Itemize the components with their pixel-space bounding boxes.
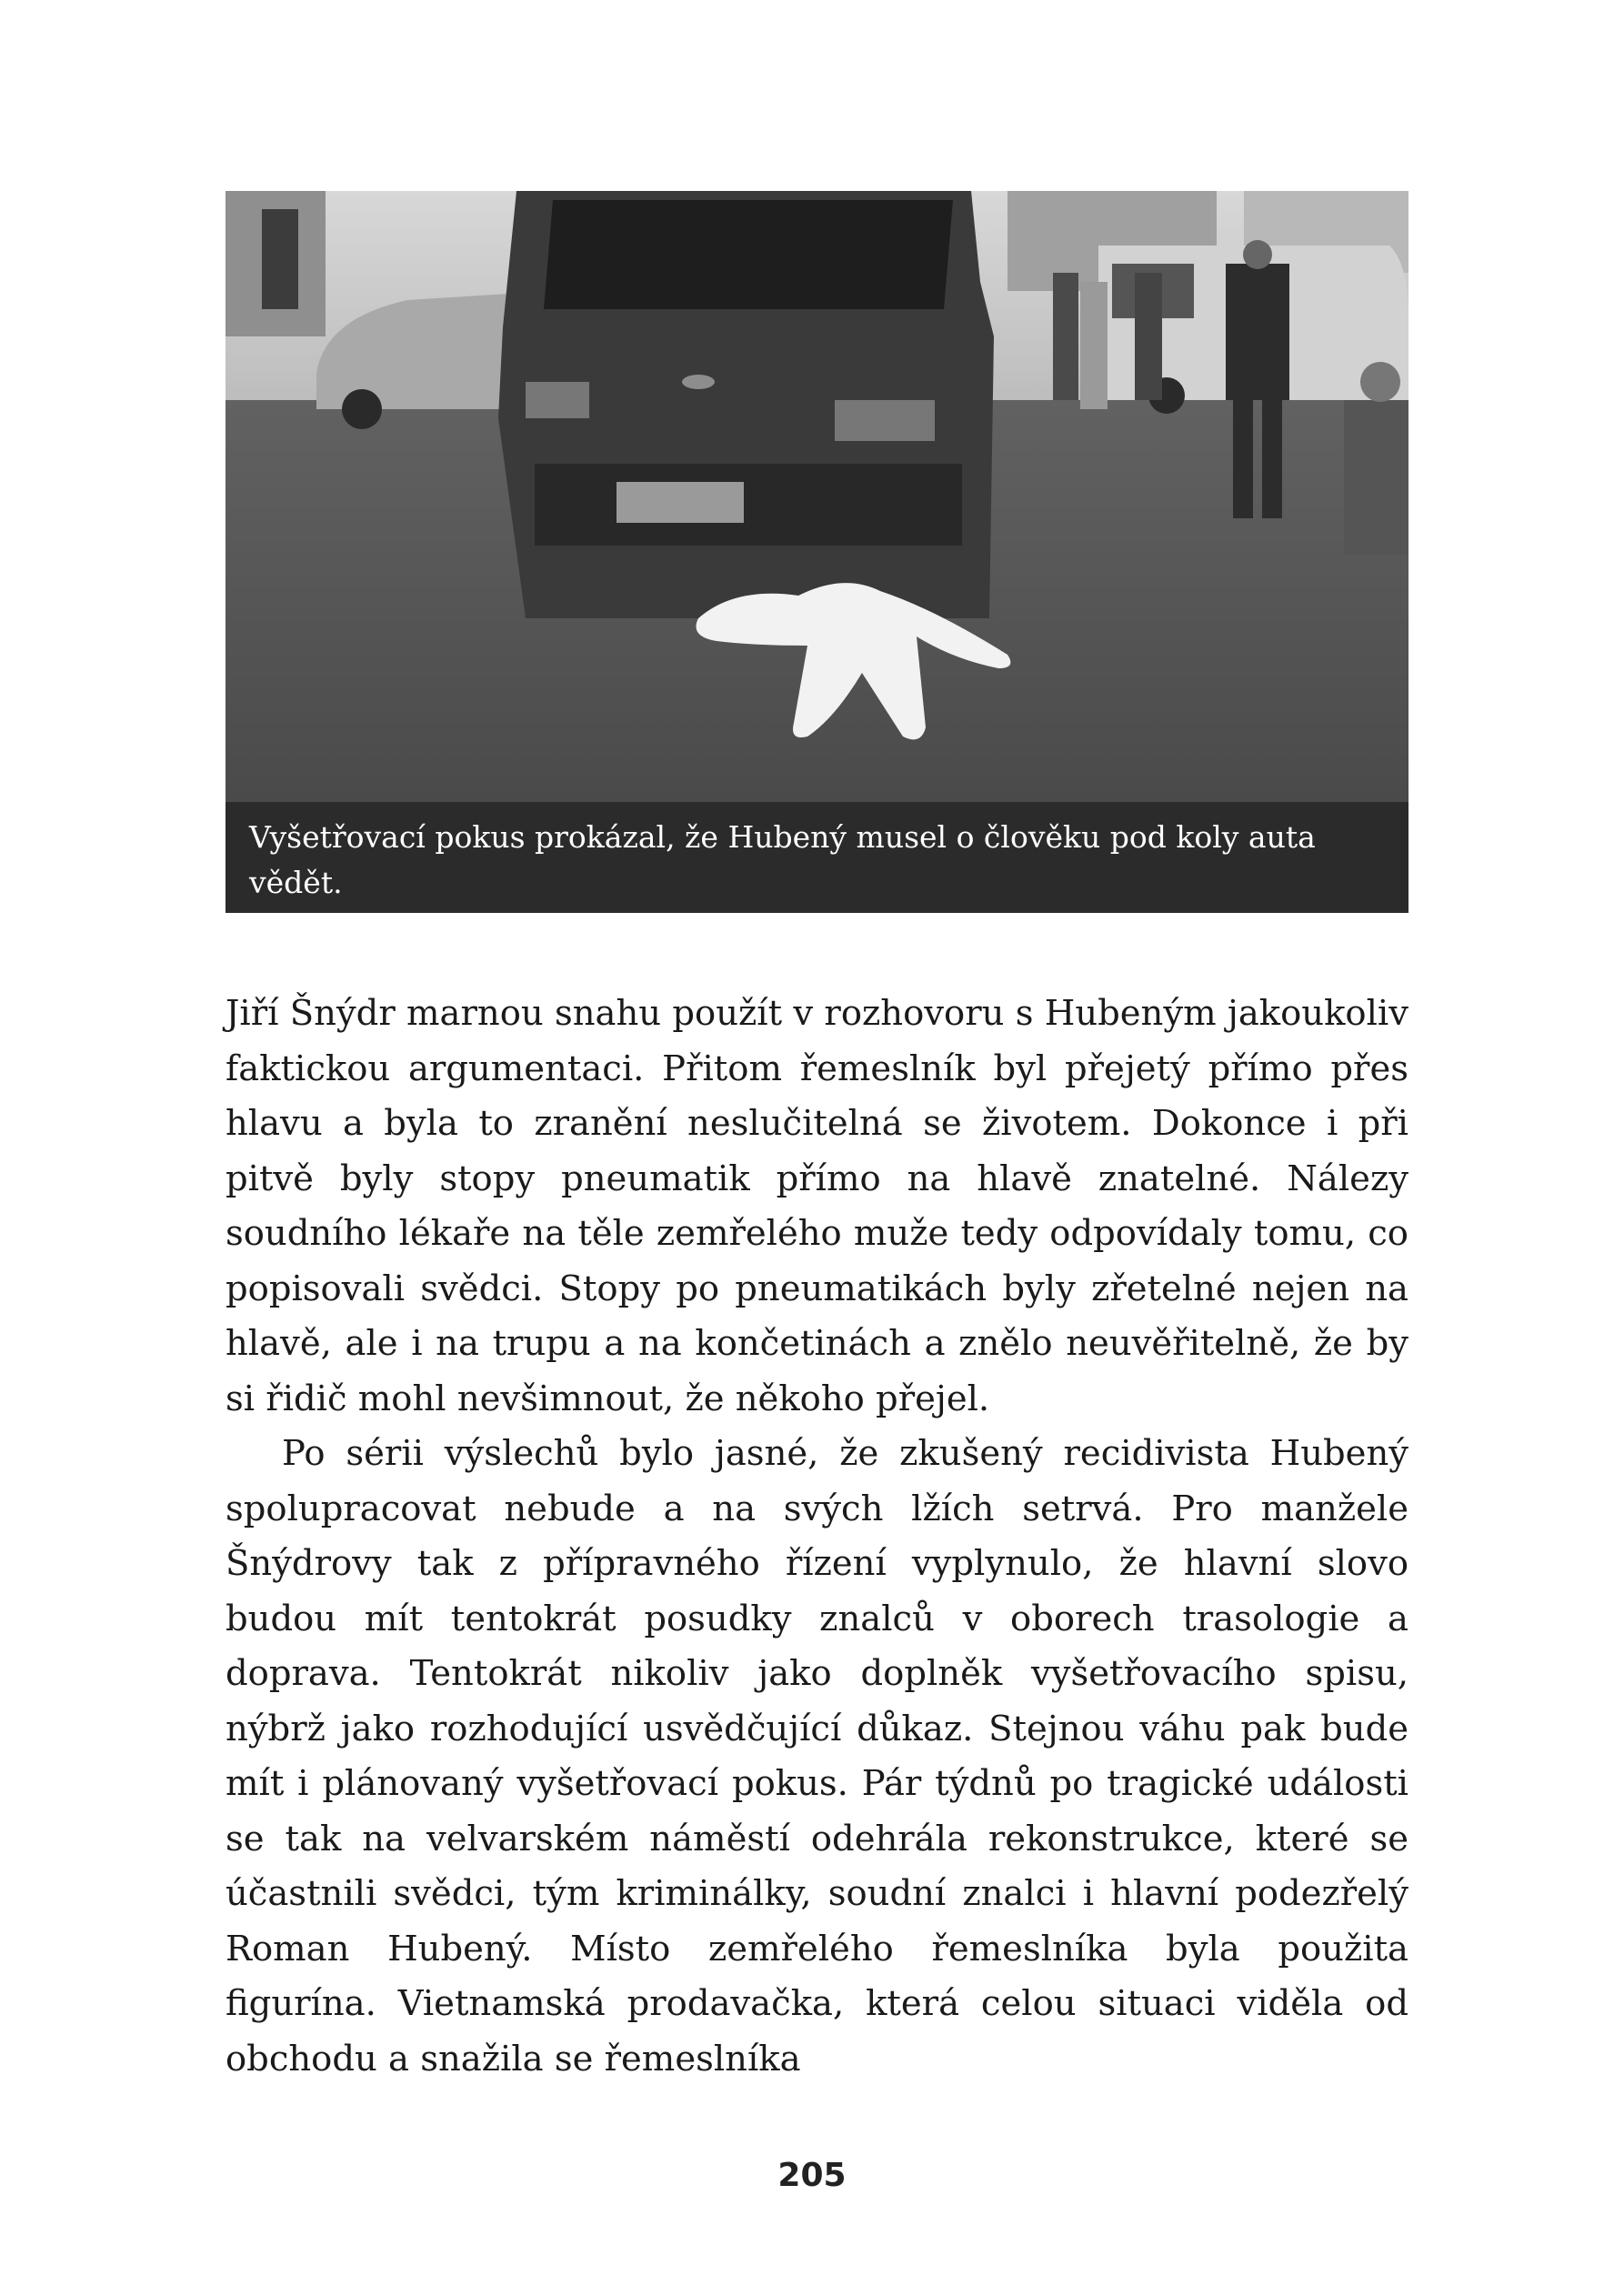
paragraph-2: Po sérii výslechů bylo jasné, že zkušený recidivista Hubený spolupracovat nebude a na svých lžích setrvá. Pro manžele Šnýdrovy tak z přípravného řízení vyplynulo, že hlavní slovo budou mít tentokrát posudky znalců v oborech trasologie a doprava. Tentokrát nikoliv jako doplněk vyšetřovacího spisu, nýbrž jako rozhodující usvědčující důkaz. Stejnou váhu pak bude mít i plánovaný vyšetřovací pokus. Pár týdnů po tragické události se tak na velvarském náměstí odehrála rekonstrukce, které se účastnili svědci, tým kriminálky, soudní znalci i hlavní podezřelý Roman Hubený. Místo zemřelého řemeslníka byla použita figurína. Vietnamská prodavačka, která celou situaci viděla od obchodu a snažila se řemeslníka bbox=[226, 1433, 1408, 2080]
paragraph-1: Jiří Šnýdr marnou snahu použít v rozhovoru s Hubeným jakoukoliv faktickou argumentaci. Přitom řemeslník byl přejetý přímo přes hlavu a byla to zranění neslučitelná se životem. Dokonce i při pitvě byly stopy pneumatik přímo na hlavě znatelné. Nálezy soudního lékaře na těle zemřelého muže tedy odpovídaly tomu, co popisovali svědci. Stopy po pneumatikách byly zřetelné nejen na hlavě, ale i na trupu a na končetinách a znělo neuvěřitelně, že by si řidič mohl nevšimnout, že někoho přejel. bbox=[226, 993, 1408, 1419]
body-text bbox=[226, 987, 1408, 2087]
page-number: 205 bbox=[777, 2157, 847, 2194]
photo-image bbox=[226, 191, 1408, 802]
figure-caption: Vyšetřovací pokus prokázal, že Hubený musel o člověku pod koly auta vědět. bbox=[226, 802, 1408, 913]
figure bbox=[226, 191, 1408, 913]
